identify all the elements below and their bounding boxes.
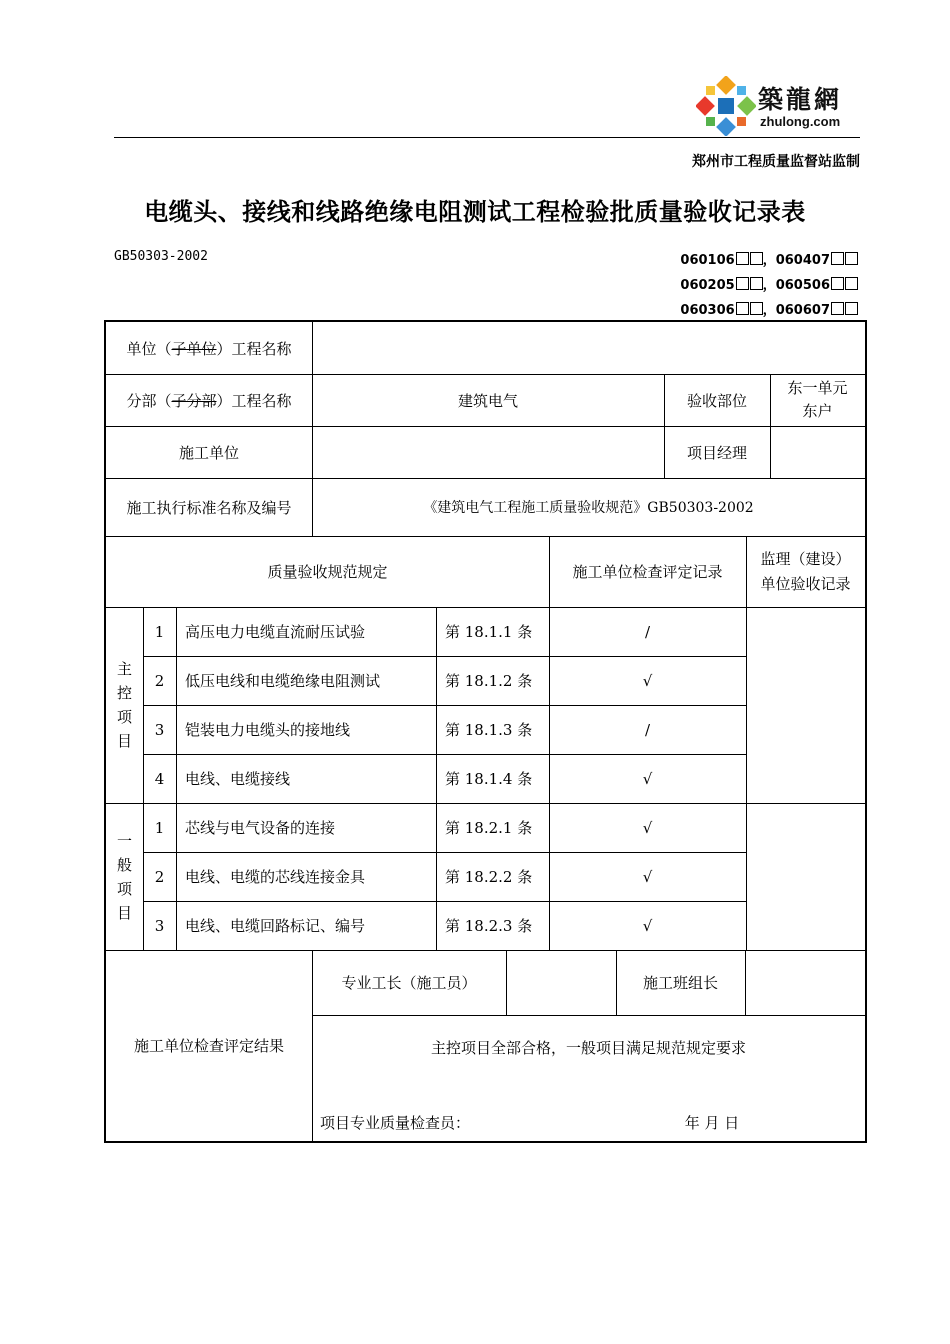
row-number: 1 <box>154 818 165 837</box>
acceptance-part-value[interactable]: 东一单元 东户 <box>787 379 848 420</box>
foreman-label: 专业工长（施工员） <box>341 974 477 992</box>
project-manager-label: 项目经理 <box>686 443 747 462</box>
form-code: 060106 <box>680 253 735 268</box>
row-number: 4 <box>154 769 165 788</box>
item-name: 电线、电缆的芯线连接金具 <box>185 868 366 886</box>
unit-project-label: 单位（ 子单位 ）工程名称 <box>126 339 292 358</box>
clause: 第 18.1.1 条 <box>445 623 533 641</box>
clause: 第 18.2.2 条 <box>445 868 533 886</box>
form-code: 060506 <box>775 278 830 293</box>
team-leader-value[interactable] <box>745 950 865 1015</box>
item-name: 高压电力电缆直流耐压试验 <box>185 623 366 641</box>
item-name: 芯线与电气设备的连接 <box>185 819 336 837</box>
general-items-group-label: 一 般 项 目 <box>116 831 132 922</box>
date-label: 年 月 日 <box>684 1113 740 1132</box>
form-code: 060407 <box>775 253 830 268</box>
clause: 第 18.1.2 条 <box>445 672 533 690</box>
logo-name: 築龍網 <box>758 85 843 114</box>
check-result: √ <box>642 867 653 886</box>
clause: 第 18.1.4 条 <box>445 770 533 788</box>
team-leader-label: 施工班组长 <box>642 974 718 992</box>
form-code: 060205 <box>680 278 735 293</box>
exec-standard-value: 《建筑电气工程施工质量验收规范》GB50303-2002 <box>423 500 754 516</box>
page-title: 电缆头、接线和线路绝缘电阻测试工程检验批质量验收记录表 <box>144 198 806 226</box>
clause: 第 18.2.3 条 <box>445 917 533 935</box>
check-result: √ <box>642 818 653 837</box>
exec-standard-label: 施工执行标准名称及编号 <box>126 498 292 517</box>
item-name: 电线、电缆回路标记、编号 <box>185 917 366 935</box>
spec-header: 质量验收规范规定 <box>267 563 388 581</box>
supervisor-record-header: 监理（建设） 单位验收记录 <box>760 549 851 593</box>
supervision-note: 郑州市工程质量监督站监制 <box>692 154 860 170</box>
project-manager-value[interactable] <box>770 426 865 478</box>
zhulong-logo-icon <box>696 76 756 136</box>
item-name: 电线、电缆接线 <box>185 770 291 788</box>
header-divider <box>114 137 860 138</box>
item-name: 低压电线和电缆绝缘电阻测试 <box>185 672 381 690</box>
form-code: 060607 <box>775 303 830 318</box>
inspector-label: 项目专业质量检查员： <box>320 1113 471 1132</box>
clause: 第 18.1.3 条 <box>445 721 533 739</box>
row-number: 2 <box>154 867 165 886</box>
acceptance-part-label: 验收部位 <box>686 391 747 410</box>
check-result: / <box>644 622 651 641</box>
result-label: 施工单位检查评定结果 <box>133 1037 284 1055</box>
check-result: √ <box>642 916 653 935</box>
item-name: 铠装电力电缆头的接地线 <box>185 721 351 739</box>
contractor-label: 施工单位 <box>178 443 239 462</box>
division-project-label: 分部（ 子分部 ）工程名称 <box>126 391 292 410</box>
contractor-record-header: 施工单位检查评定记录 <box>572 563 723 581</box>
unit-project-value[interactable] <box>312 322 865 374</box>
division-project-value[interactable]: 建筑电气 <box>457 391 518 410</box>
row-number: 3 <box>154 916 165 935</box>
general-items-supervisor-record[interactable] <box>746 803 865 950</box>
row-number: 1 <box>154 622 165 641</box>
check-result: √ <box>642 671 653 690</box>
row-number: 2 <box>154 671 165 690</box>
conclusion-text: 主控项目全部合格，一般项目满足规范规定要求 <box>430 1038 746 1057</box>
form-code: 060306 <box>680 303 735 318</box>
logo-url: zhulong.com <box>760 114 841 129</box>
inspection-form-table <box>104 320 867 1143</box>
main-items-group-label: 主 控 项 目 <box>116 660 132 750</box>
form-codes: 060106 ，060407 060205 ，060506 060306 ，060607 <box>680 248 858 323</box>
standard-code: GB50303-2002 <box>114 249 208 264</box>
contractor-value[interactable] <box>312 426 664 478</box>
check-result: √ <box>642 769 653 788</box>
check-result: / <box>644 720 651 739</box>
logo <box>696 72 866 138</box>
row-number: 3 <box>154 720 165 739</box>
main-items-supervisor-record[interactable] <box>746 607 865 803</box>
foreman-value[interactable] <box>506 950 616 1015</box>
clause: 第 18.2.1 条 <box>445 819 533 837</box>
